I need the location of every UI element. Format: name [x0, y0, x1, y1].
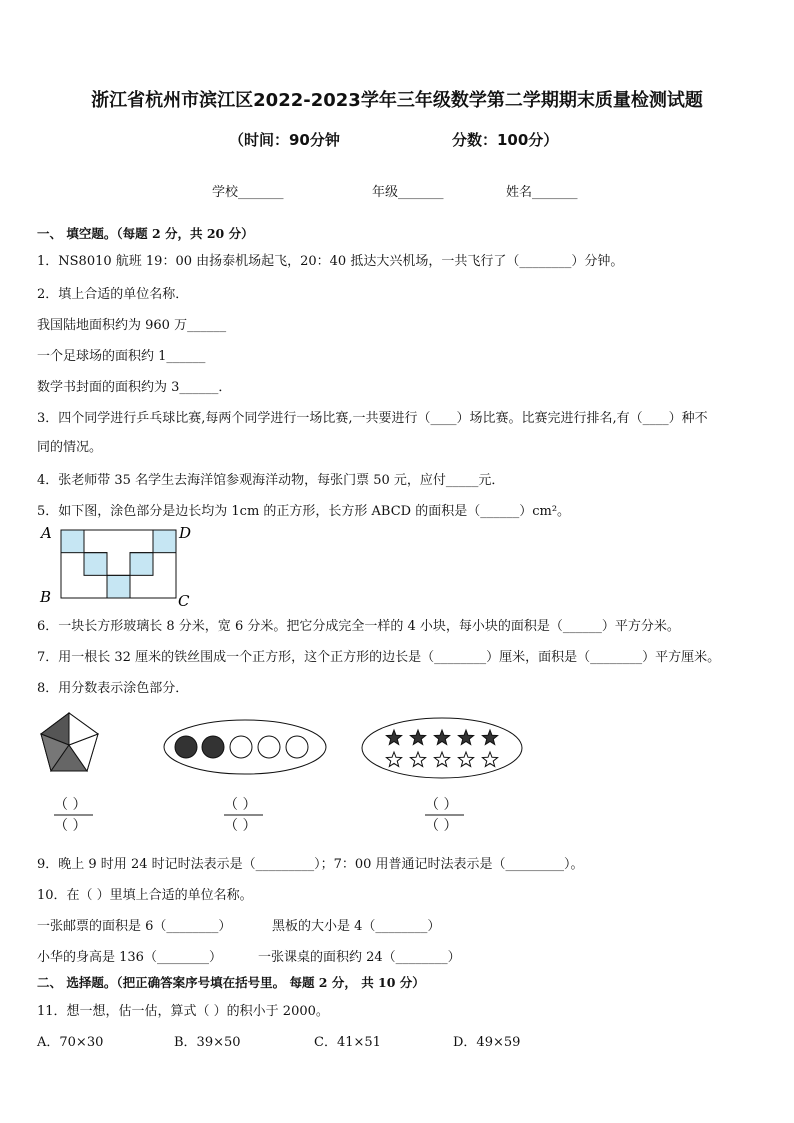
label-a: A [41, 524, 52, 542]
question-3: 3．四个同学进行乒乓球比赛,每两个同学进行一场比赛,一共要进行（____）场比赛。比赛完进行排名,有（____）种不 [37, 411, 708, 426]
rectangle-abcd-figure [36, 522, 206, 610]
fraction-denominator-2: （ ） [224, 818, 257, 834]
shaded-square [130, 553, 153, 576]
option-d: D．49×59 [453, 1035, 521, 1050]
question-7: 7．用一根长 32 厘米的铁丝围成一个正方形，这个正方形的边长是（________）厘米，面积是（________）平方厘米。 [37, 650, 721, 665]
question-2: 2．填上合适的单位名称． [37, 287, 189, 302]
question-11: 11．想一想，估一估，算式（ ）的积小于 2000。 [37, 1004, 329, 1019]
question-10c: 小华的身高是 136（________） [37, 950, 222, 965]
page-title: 浙江省杭州市滨江区2022-2023学年三年级数学第二学期期末质量检测试题 [91, 90, 703, 111]
shaded-square [61, 530, 84, 553]
fraction-figures [36, 708, 536, 838]
shaded-square [153, 530, 176, 553]
question-6: 6．一块长方形玻璃长 8 分米，宽 6 分米。把它分成完全一样的 4 小块，每小块的面积是（______）平方分米。 [37, 619, 680, 634]
question-9: 9．晚上 9 时用 24 时记时法表示是（_________）；7：00 用普通记时法表示是（_________）。 [37, 857, 584, 872]
label-d: D [179, 524, 192, 542]
question-2c: 数学书封面的面积约为 3______． [37, 380, 232, 395]
fraction-numerator-3: （ ） [425, 797, 458, 813]
option-c: C．41×51 [314, 1035, 381, 1050]
circles-figure [164, 720, 326, 774]
exam-score: 分数：100分） [452, 131, 559, 149]
stars-figure [362, 718, 522, 778]
question-2a: 我国陆地面积约为 960 万______ [37, 318, 227, 333]
fraction-numerator-1: （ ） [54, 797, 87, 813]
question-1: 1．NS8010 航班 19：00 由扬泰机场起飞，20：40 抵达大兴机场，一共飞行了（________）分钟。 [37, 254, 624, 269]
question-10a: 一张邮票的面积是 6（________） [37, 919, 232, 934]
fraction-denominator-1: （ ） [54, 818, 87, 834]
label-c: C [178, 592, 190, 610]
exam-time: （时间：90分钟 [229, 131, 340, 149]
shaded-square [107, 575, 130, 598]
grade-field: 年级_______ [372, 185, 444, 200]
pentagon-figure [41, 713, 98, 771]
question-4: 4．张老师带 35 名学生去海洋馆参观海洋动物，每张门票 50 元，应付_____元． [37, 473, 505, 488]
option-b: B．39×50 [174, 1035, 241, 1050]
section-2-heading: 二、 选择题。（把正确答案序号填在括号里。 每题 2 分， 共 10 分） [37, 975, 425, 990]
section-1-heading: 一、 填空题。（每题 2 分，共 20 分） [37, 226, 254, 241]
school-field: 学校_______ [212, 185, 284, 200]
fraction-denominator-3: （ ） [425, 818, 458, 834]
question-10d: 一张课桌的面积约 24（________） [258, 950, 461, 965]
question-10: 10．在（ ）里填上合适的单位名称。 [37, 888, 253, 903]
fraction-numerator-2: （ ） [224, 797, 257, 813]
question-8: 8．用分数表示涂色部分． [37, 681, 189, 696]
option-a: A．70×30 [37, 1035, 104, 1050]
question-2b: 一个足球场的面积约 1______ [37, 349, 206, 364]
question-5: 5．如下图，涂色部分是边长均为 1cm 的正方形，长方形 ABCD 的面积是（______）cm²。 [37, 504, 571, 519]
name-field: 姓名_______ [506, 185, 578, 200]
question-10b: 黑板的大小是 4（________） [272, 919, 441, 934]
label-b: B [40, 588, 52, 606]
shaded-square [84, 553, 107, 576]
question-3-cont: 同的情况。 [37, 440, 103, 455]
